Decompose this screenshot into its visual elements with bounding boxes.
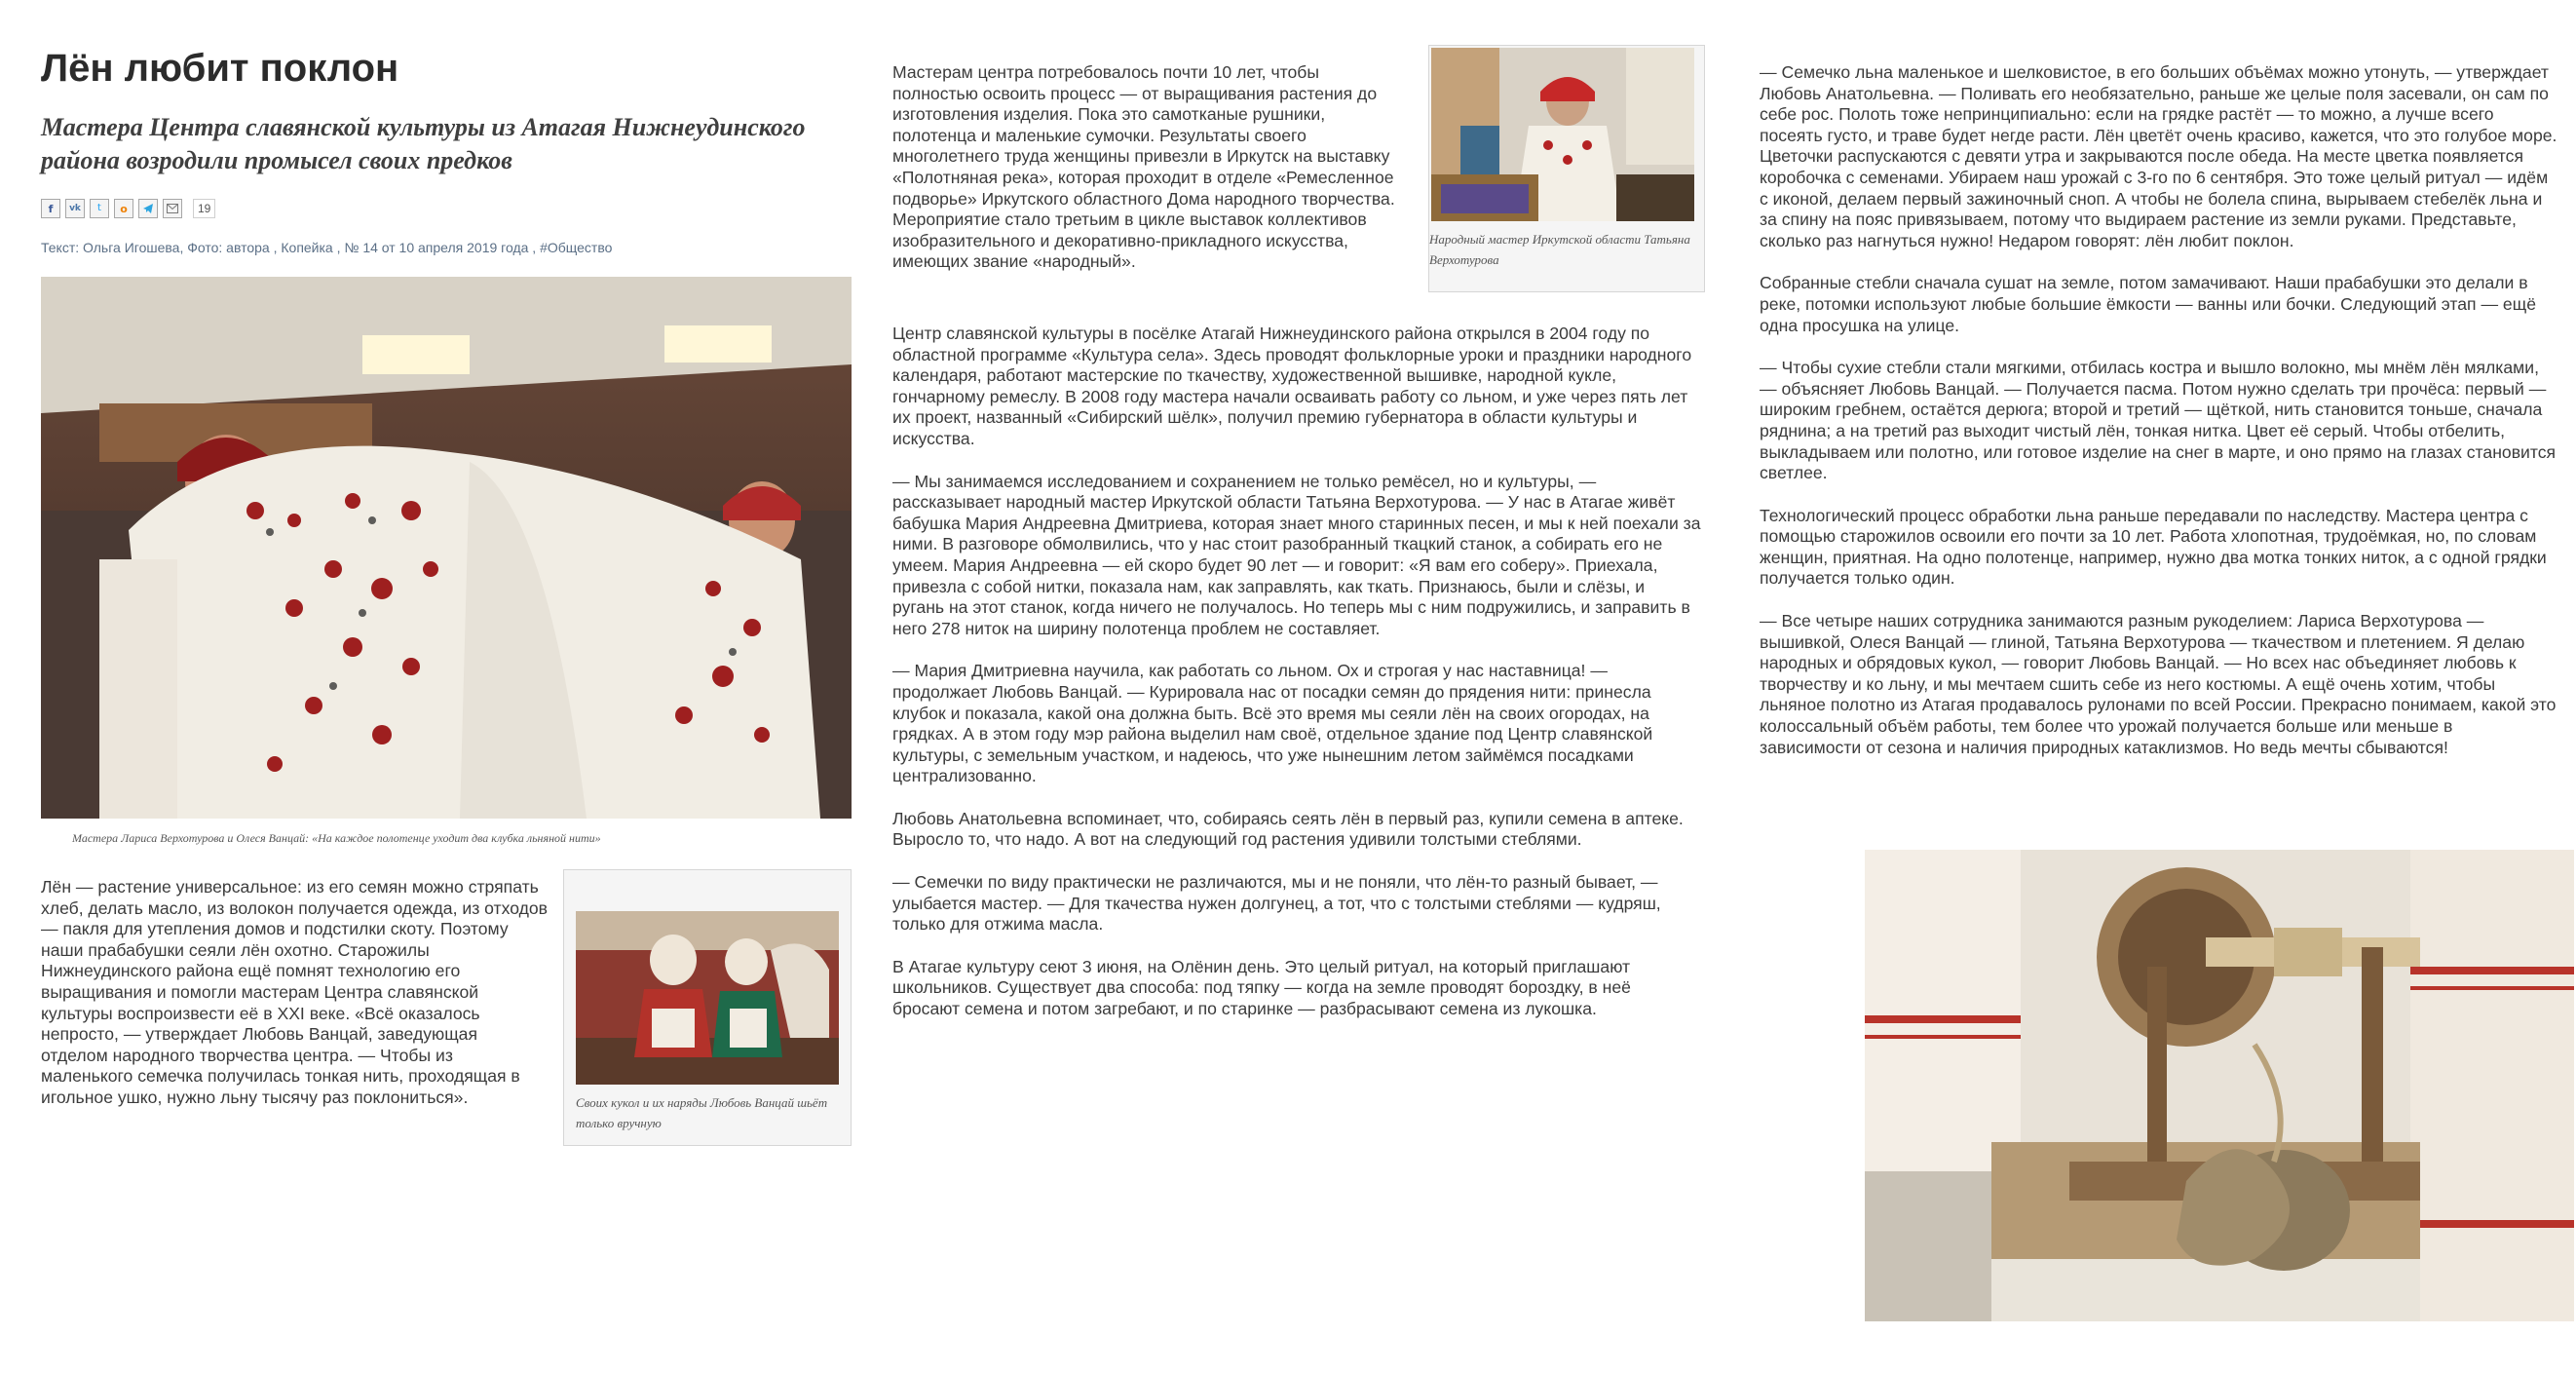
paragraph: Мастерам центра потребовалось почти 10 лет, чтобы полностью освоить процесс — от выращивания растения до изготовления изделия. Пока это самотканые рушники, полотенца и маленькие сумочки. Результаты своего многолетнего труда женщины привезли в Иркутск на выставку «Полотняная река», которая проходит в отделе «Ремесленное подворье» Иркутского областного Дома народного творчества. Мероприятие стало третьим в цикле выставок коллективов изобразительного и декоративно-прикладного искусства, имеющих звание «народный». (892, 62, 1395, 272)
photo-author-link[interactable]: автора (226, 240, 270, 255)
article-subtitle: Мастера Центра славянской культуры из Атагая Нижнеудинского района возродили промысел своих предков (41, 113, 806, 174)
twitter-icon[interactable]: t (90, 199, 109, 218)
paragraph: Любовь Анатольевна вспоминает, что, собираясь сеять лён в первый раз, купили семена в аптеке. Выросло то, что надо. А вот на следующий год растения удивили толстыми стеблями. (892, 808, 1684, 850)
author-link[interactable]: Ольга Игошева (83, 240, 180, 255)
paragraph: Центр славянской культуры в посёлке Атагай Нижнеудинского района открылся в 2004 году по областной программе «Культура села». Здесь проводят фольклорные уроки и праздники народного календаря, работают мастерские по ткачеству, художественной вышивке, народной кукле, гончарному ремеслу. В 2008 году мастера начали осваивать работу со льном, и уже через пять лет их проект, названный «Сибирский шёлк», получил премию губернатора в области культуры и искусства. (892, 324, 1692, 448)
paragraph: — Мы занимаемся исследованием и сохранением не только ремёсел, но и культуры, — рассказывает народный мастер Иркутской области Татьяна Верхотурова. — У нас в Атагае живёт бабушка Мария Андреевна Дмитриева, которая знает много старинных песен, и мы к ней поехали за ними. В разговоре обмолвились, что у нас стоит разобранный ткацкий станок, а собирать его не умеем. Мария Андреевна — ей скоро будет 90 лет — и говорит: «Я вам его соберу». Приехала, привезла с собой нитки, показала нам, как заправлять, как ткать. Признаюсь, были и слёзы, и ругань на этот станок, когда ничего не получалось. Но теперь мы с ним подружились, и заправить в него 278 ниток на ширину полотенца проблем не составляет. (892, 471, 1701, 638)
source-link[interactable]: Копейка (281, 240, 333, 255)
paragraph: — Все четыре наших сотрудника занимаются разным рукоделием: Лариса Верхотурова — вышивкой, Олеся Ванцай — глиной, Татьяна Верхотурова — ткачеством и плетением. Я делаю народных и обрядовых кукол, — говорит Любовь Ванцай. — Но всех нас объединяет любовь к творчеству и ко льну, и мы мечтаем сшить себе из него костюмы. А ещё очень хотим, чтобы льняное полотно из Атагая продавалось рулонами по всей России. Прекрасно понимаем, какой это колоссальный объём работы, тем более что урожай получается больше или меньше в зависимости от сезона и наличия природных катаклизмов. Но ведь мечты сбываются! (1760, 611, 2557, 757)
vk-icon[interactable]: vk (65, 199, 85, 218)
paragraph: — Семечко льна маленькое и шелковистое, в его больших объёмах можно утонуть, — утверждает Любовь Анатольевна. — Поливать его необязательно, раньше же целые поля засевали, он сам по себе рос. Полоть тоже непринципиально: если на грядке растёт — то можно, а лучше всего посеять густо, и траве будет негде расти. Лён цветёт очень красиво, кажется, что это голубое море. Цветочки распускаются с девяти утра и закрываются после обеда. На месте цветка появляется коробочка с семенами. Убираем наш урожай с 3-го по 6 сентября. Это тоже целый ритуал — идём с иконой, делаем первый зажиночный сноп. А чтобы не болела спина, вырываем стебелёк льна и за спину на пояс привязываем, потому что выдираем растение из земли руками. Представьте, сколько раз нагнуться нужно! Недаром говорят: лён любит поклон. (1760, 62, 2557, 250)
master-caption: Народный мастер Иркутской области Татьяна Верхотурова (1429, 232, 1690, 267)
master-figure (1428, 45, 1705, 292)
middle-column-rest (892, 324, 1701, 1042)
article-title: Лён любит поклон (41, 47, 399, 90)
dolls-caption: Своих кукол и их наряды Любовь Ванцай шьёт только вручную (576, 1095, 828, 1130)
dolls-figure (563, 869, 852, 1146)
spinning-wheel-photo (1865, 850, 2574, 1321)
main-photo-caption: Мастера Лариса Верхотурова и Олеся Ванцай: «На каждое полотенце уходит два клубка льняной нити» (72, 831, 601, 845)
dolls-photo (576, 911, 839, 1085)
right-column (1760, 62, 2558, 780)
paragraph: Лён — растение универсальное: из его семян можно стряпать хлеб, делать масло, из волокон получается одежда, из отходов — пакля для утепления домов и подстилки скоту. Поэтому наши прабабушки сеяли лён охотно. Старожилы Нижнеудинского района ещё помнят технологию его выращивания и помогли мастерам Центра славянской культуры воспроизвести её в XXI веке. «Всё оказалось непросто, — утверждает Любовь Ванцай, заведующая отделом народного творчества центра. — Чтобы из маленького семечка получилась тонкая нить, проходящая в игольное ушко, нужно льну тысячу раз поклониться». (41, 877, 549, 1107)
share-count: 19 (193, 199, 215, 218)
telegram-icon[interactable] (138, 199, 158, 218)
email-icon[interactable] (163, 199, 182, 218)
paragraph: В Атагае культуру сеют 3 июня, на Олёнин день. Это целый ритуал, на который приглашают школьников. Существует два способа: под тяпку — когда на земле проводят бороздку, в неё бросают семена и потом загребают, и по старинке — разбрасывают семена из лукошка. (892, 956, 1631, 1019)
paragraph: — Чтобы сухие стебли стали мягкими, отбилась костра и вышло волокно, мы мнём лён мялками, — объясняет Любовь Ванцай. — Получается пасма. Потом нужно сделать три прочёса: первый — широким гребнем, остаётся дерюга; второй и третий — щёткой, нить становится тоньше, сначала ряднина; а на третий раз выходит чистый лён, тонкая нитка. Цвет её серый. Чтобы отбелить, выкладываем или полотно, или готовое изделие на снег в марте, и оно прямо на глазах становится светлее. (1760, 358, 2557, 483)
odnoklassniki-icon[interactable]: o (114, 199, 133, 218)
article-meta: Текст: Ольга Игошева, Фото: автора , Копейка , № 14 от 10 апреля 2019 года , #Общество (41, 240, 613, 255)
master-photo (1431, 48, 1694, 221)
share-bar (41, 198, 215, 219)
tag-link[interactable]: #Общество (540, 240, 613, 255)
paragraph: — Семечки по виду практически не различаются, мы и не поняли, что лён-то разный бывает, — улыбается мастер. — Для ткачества нужен долгунец, а тот, что с толстыми стеблями — кудряш, только для отжима масла. (892, 872, 1661, 935)
left-column (41, 877, 548, 1130)
paragraph: Собранные стебли сначала сушат на земле, потом замачивают. Наши прабабушки это делали в реке, потомки используют любые большие ёмкости — ванны или бочки. Следующий этап — ещё одна просушка на улице. (1760, 273, 2536, 335)
main-photo (41, 277, 852, 819)
middle-column (892, 62, 1444, 294)
facebook-icon[interactable]: f (41, 199, 60, 218)
paragraph: — Мария Дмитриевна научила, как работать со льном. Ох и строгая у нас наставница! — продолжает Любовь Ванцай. — Курировала нас от посадки семян до прядения нити: принесла клубок и показала, какой она должна быть. Всё это время мы сеяли лён на своих огородах, на грядках. А в этом году мэр района выделил нам своё, отдельное здание под Центр славянской культуры, с земельным участком, и надеюсь, что уже нынешним летом займёмся посадками централизованно. (892, 661, 1653, 786)
issue-link[interactable]: № 14 от 10 апреля 2019 года (344, 240, 529, 255)
paragraph: Технологический процесс обработки льна раньше передавали по наследству. Мастера центра с помощью старожилов освоили его почти за 10 лет. Работа хлопотная, трудоёмкая, но, по словам женщин, приятная. На одно полотенце, например, нужно два мотка тонких ниток, а с одной грядки получается только один. (1760, 505, 2547, 589)
